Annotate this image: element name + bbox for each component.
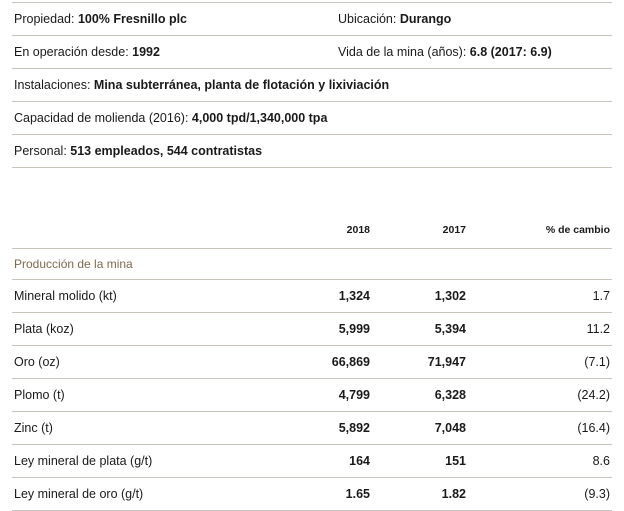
row-value-change: 8.6 xyxy=(592,454,610,468)
row-metric: Oro (oz) xyxy=(14,355,60,369)
section-header-row xyxy=(12,249,612,280)
row-value-change: 1.7 xyxy=(592,289,610,303)
row-value-change: 11.2 xyxy=(586,322,610,336)
row-value-2018: 1,324 xyxy=(338,289,370,303)
row-metric: Zinc (t) xyxy=(14,421,53,435)
table-row xyxy=(12,346,612,379)
fact-value: 6.8 (2017: 6.9) xyxy=(469,45,552,59)
row-value-2017: 5,394 xyxy=(434,322,466,336)
table-row xyxy=(12,412,612,445)
table-row xyxy=(12,445,612,478)
column-header-2017: 2017 xyxy=(372,214,468,249)
fact-cell-milling-capacity xyxy=(12,102,612,135)
fact-label: En operación desde: xyxy=(14,45,133,59)
fact-label: Propiedad: xyxy=(14,12,78,26)
fact-cell-location xyxy=(336,3,612,36)
row-value-2018: 4,799 xyxy=(338,388,370,402)
row-value-2017: 7,048 xyxy=(434,421,466,435)
row-metric: Plomo (t) xyxy=(14,388,65,402)
table-row xyxy=(12,313,612,346)
row-value-change: (7.1) xyxy=(584,355,610,369)
fact-cell-property xyxy=(12,3,336,36)
fact-value: 1992 xyxy=(132,45,160,59)
fact-value: Durango xyxy=(399,12,452,26)
table-row xyxy=(12,379,612,412)
row-value-2017: 71,947 xyxy=(427,355,466,369)
fact-row xyxy=(12,36,612,69)
fact-cell-facilities xyxy=(12,69,612,102)
row-value-2018: 164 xyxy=(349,454,370,468)
mine-fact-sheet-page xyxy=(0,2,624,501)
property-facts-table xyxy=(12,2,612,168)
fact-value: 100% Fresnillo plc xyxy=(77,12,188,26)
fact-row xyxy=(12,3,612,36)
production-header-row xyxy=(12,214,612,249)
row-value-2017: 6,328 xyxy=(434,388,466,402)
row-metric: Mineral molido (kt) xyxy=(14,289,117,303)
fact-cell-mine-life xyxy=(336,36,612,69)
row-value-2018: 1.65 xyxy=(345,487,370,501)
row-value-2018: 5,892 xyxy=(338,421,370,435)
row-value-2018: 66,869 xyxy=(331,355,370,369)
row-value-change: (16.4) xyxy=(577,421,610,435)
fact-cell-personnel xyxy=(12,135,612,168)
fact-value: 513 empleados, 544 contratistas xyxy=(70,144,263,158)
row-value-change: (24.2) xyxy=(577,388,610,402)
fact-row xyxy=(12,69,612,102)
fact-value: 4,000 tpd/1,340,000 tpa xyxy=(191,111,328,125)
row-value-2017: 1,302 xyxy=(434,289,466,303)
column-header-2018: 2018 xyxy=(276,214,372,249)
row-value-change: (9.3) xyxy=(584,487,610,501)
column-header-metric xyxy=(12,214,276,249)
section-title: Producción de la mina xyxy=(14,257,133,271)
column-header-change: % de cambio xyxy=(468,214,612,249)
fact-row xyxy=(12,135,612,168)
fact-value: Mina subterránea, planta de flotación y lixiviación xyxy=(93,78,390,92)
fact-label: Instalaciones: xyxy=(14,78,94,92)
row-metric: Ley mineral de oro (g/t) xyxy=(14,487,144,501)
row-metric: Plata (koz) xyxy=(14,322,74,336)
table-row xyxy=(12,478,612,511)
row-metric: Ley mineral de plata (g/t) xyxy=(14,454,153,468)
row-value-2018: 5,999 xyxy=(338,322,370,336)
fact-label: Capacidad de molienda (2016): xyxy=(14,111,192,125)
fact-row xyxy=(12,102,612,135)
production-table xyxy=(12,214,612,511)
row-value-2017: 151 xyxy=(445,454,466,468)
row-value-2017: 1.82 xyxy=(441,487,466,501)
fact-label: Personal: xyxy=(14,144,71,158)
fact-label: Ubicación: xyxy=(338,12,400,26)
fact-cell-operating-since xyxy=(12,36,336,69)
table-row xyxy=(12,280,612,313)
fact-label: Vida de la mina (años): xyxy=(338,45,470,59)
